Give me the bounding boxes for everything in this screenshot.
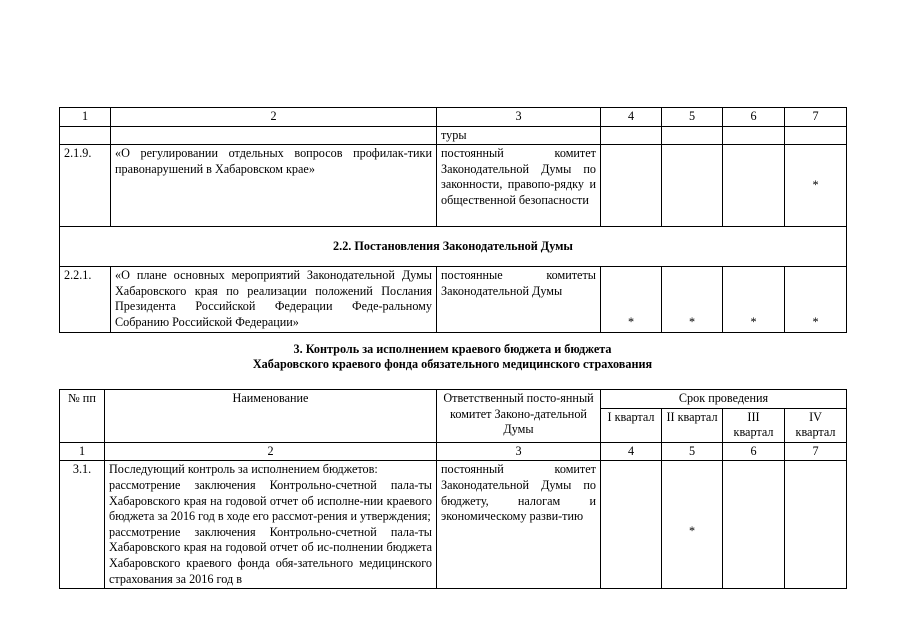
col-number: 4 [601, 442, 662, 461]
col-number: 2 [105, 442, 437, 461]
header-quarter: II квартал [662, 408, 723, 442]
col-number: 6 [723, 442, 785, 461]
item-number: 2.2.1. [60, 267, 111, 332]
column-number-row [60, 442, 847, 461]
committee-cell: постоянный комитет Законодательной Думы по законности, правопо-рядку и общественной безопасности [437, 145, 601, 227]
header-name: Наименование [105, 390, 437, 443]
col-number: 5 [662, 108, 723, 127]
section-title: 2.2. Постановления Законодательной Думы [60, 227, 847, 267]
schedule-mark: * [662, 267, 723, 332]
item-number: 2.1.9. [60, 145, 111, 227]
schedule-mark: * [785, 145, 847, 227]
header-quarter: III квартал [723, 408, 785, 442]
col-number: 7 [785, 108, 847, 127]
header-quarter: I квартал [601, 408, 662, 442]
section-heading-line2: Хабаровского краевого фонда обязательного медицинского страхования [252, 357, 653, 371]
header-row [60, 390, 847, 409]
col-number: 3 [437, 108, 601, 127]
col-number: 6 [723, 108, 785, 127]
col-number: 5 [662, 442, 723, 461]
col-number: 2 [111, 108, 437, 127]
budget-control-table [59, 389, 847, 589]
section-heading-line1: 3. Контроль за исполнением краевого бюджета и бюджета [293, 342, 612, 356]
item-name: «О регулировании отдельных вопросов профилак-тики правонарушений в Хабаровском крае» [111, 145, 437, 227]
item-name-part: рассмотрение заключения Контрольно-счетной пала-ты Хабаровского края на годовой отчет об исполне-нии краевого бюджета за 2016 год в ходе его рассмот-рения и утверждения; [109, 477, 432, 524]
col-number: 7 [785, 442, 847, 461]
col-number: 3 [437, 442, 601, 461]
header-period: Срок проведения [601, 390, 847, 409]
committee-cell: постоянные комитеты Законодательной Думы [437, 267, 601, 332]
committee-cell: постоянный комитет Законодательной Думы по бюджету, налогам и экономическому разви-тию [437, 461, 601, 589]
item-name: «О плане основных мероприятий Законодательной Думы Хабаровского края по реализации положений Послания Президента Российской Федерации Феде-ральному Собранию Российской Федерации» [111, 267, 437, 332]
col-number: 1 [60, 442, 105, 461]
item-name-line: Последующий контроль за исполнением бюджетов: [109, 462, 378, 477]
schedule-mark: * [601, 267, 662, 332]
schedule-mark: * [662, 461, 723, 589]
column-number-row [60, 108, 847, 127]
item-name [105, 461, 437, 589]
committee-cell: туры [437, 126, 601, 145]
plan-table-continued [59, 107, 847, 333]
table-row [60, 126, 847, 145]
section-row [60, 227, 847, 267]
header-committee: Ответственный посто-янный комитет Законо-дательной Думы [437, 390, 601, 443]
table-row [60, 145, 847, 227]
table-row [60, 461, 847, 589]
header-num: № пп [60, 390, 105, 443]
schedule-mark: * [785, 267, 847, 332]
item-number: 3.1. [60, 461, 105, 589]
schedule-mark: * [723, 267, 785, 332]
table-row [60, 267, 847, 332]
col-number: 1 [60, 108, 111, 127]
col-number: 4 [601, 108, 662, 127]
item-name-part: рассмотрение заключения Контрольно-счетной пала-ты Хабаровского края на годовой отчет об ис-полнении бюджета Хабаровского краевого фонда обя-зательного медицинского страхования за 2016 год в [109, 524, 432, 586]
header-quarter: IV квартал [785, 408, 847, 442]
